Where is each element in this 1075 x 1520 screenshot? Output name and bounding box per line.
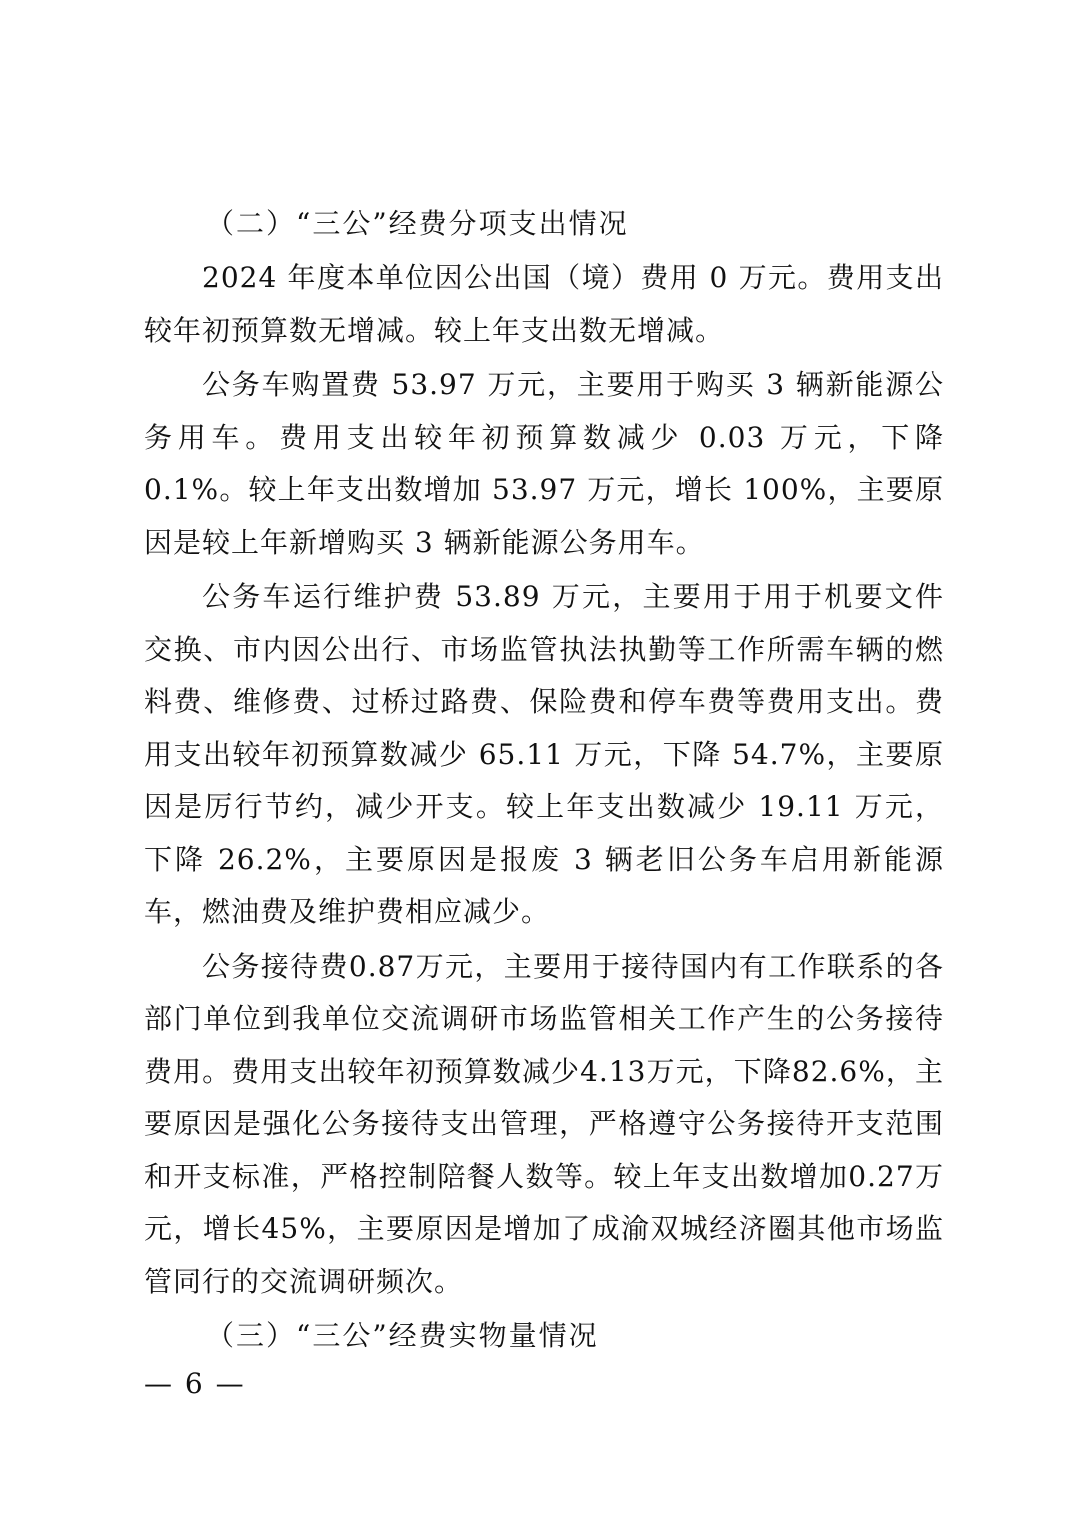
paragraph-overseas-travel: 2024 年度本单位因公出国（境）费用 0 万元。费用支出较年初预算数无增减。较上年支出数无增减。 xyxy=(144,261,944,347)
section-heading-3: （三）“三公”经费实物量情况 xyxy=(206,1319,599,1352)
paragraph-vehicle-maintenance: 公务车运行维护费 53.89 万元，主要用于用于机要文件交换、市内因公出行、市场监管执法执勤等工作所需车辆的燃料费、维修费、过桥过路费、保险费和停车费等费用支出。费用支出较年初预算数减少 65.11 万元，下降 54.7%，主要原因是厉行节约，减少开支。较上年支出数减少 19.11 万元，下降 26.2%，主要原因是报废 3 辆老旧公务车启用新能源车，燃油费及维护费相应减少。 xyxy=(144,580,944,928)
document-body xyxy=(144,198,944,1364)
paragraph-reception: 公务接待费0.87万元，主要用于接待国内有工作联系的各部门单位到我单位交流调研市场监管相关工作产生的公务接待费用。费用支出较年初预算数减少4.13万元，下降82.6%，主要原因是强化公务接待支出管理，严格遵守公务接待开支范围和开支标准，严格控制陪餐人数等。较上年支出数增加0.27万元，增长45%，主要原因是增加了成渝双城经济圈其他市场监管同行的交流调研频次。 xyxy=(144,949,944,1298)
section-heading-2: （二）“三公”经费分项支出情况 xyxy=(206,207,629,240)
paragraph-vehicle-purchase: 公务车购置费 53.97 万元，主要用于购买 3 辆新能源公务用车。费用支出较年初预算数减少 0.03 万元，下降 0.1%。较上年支出数增加 53.97 万元，增长 100%，主要原因是较上年新增购买 3 辆新能源公务用车。 xyxy=(144,368,944,559)
page-number: — 6 — xyxy=(144,1367,246,1400)
